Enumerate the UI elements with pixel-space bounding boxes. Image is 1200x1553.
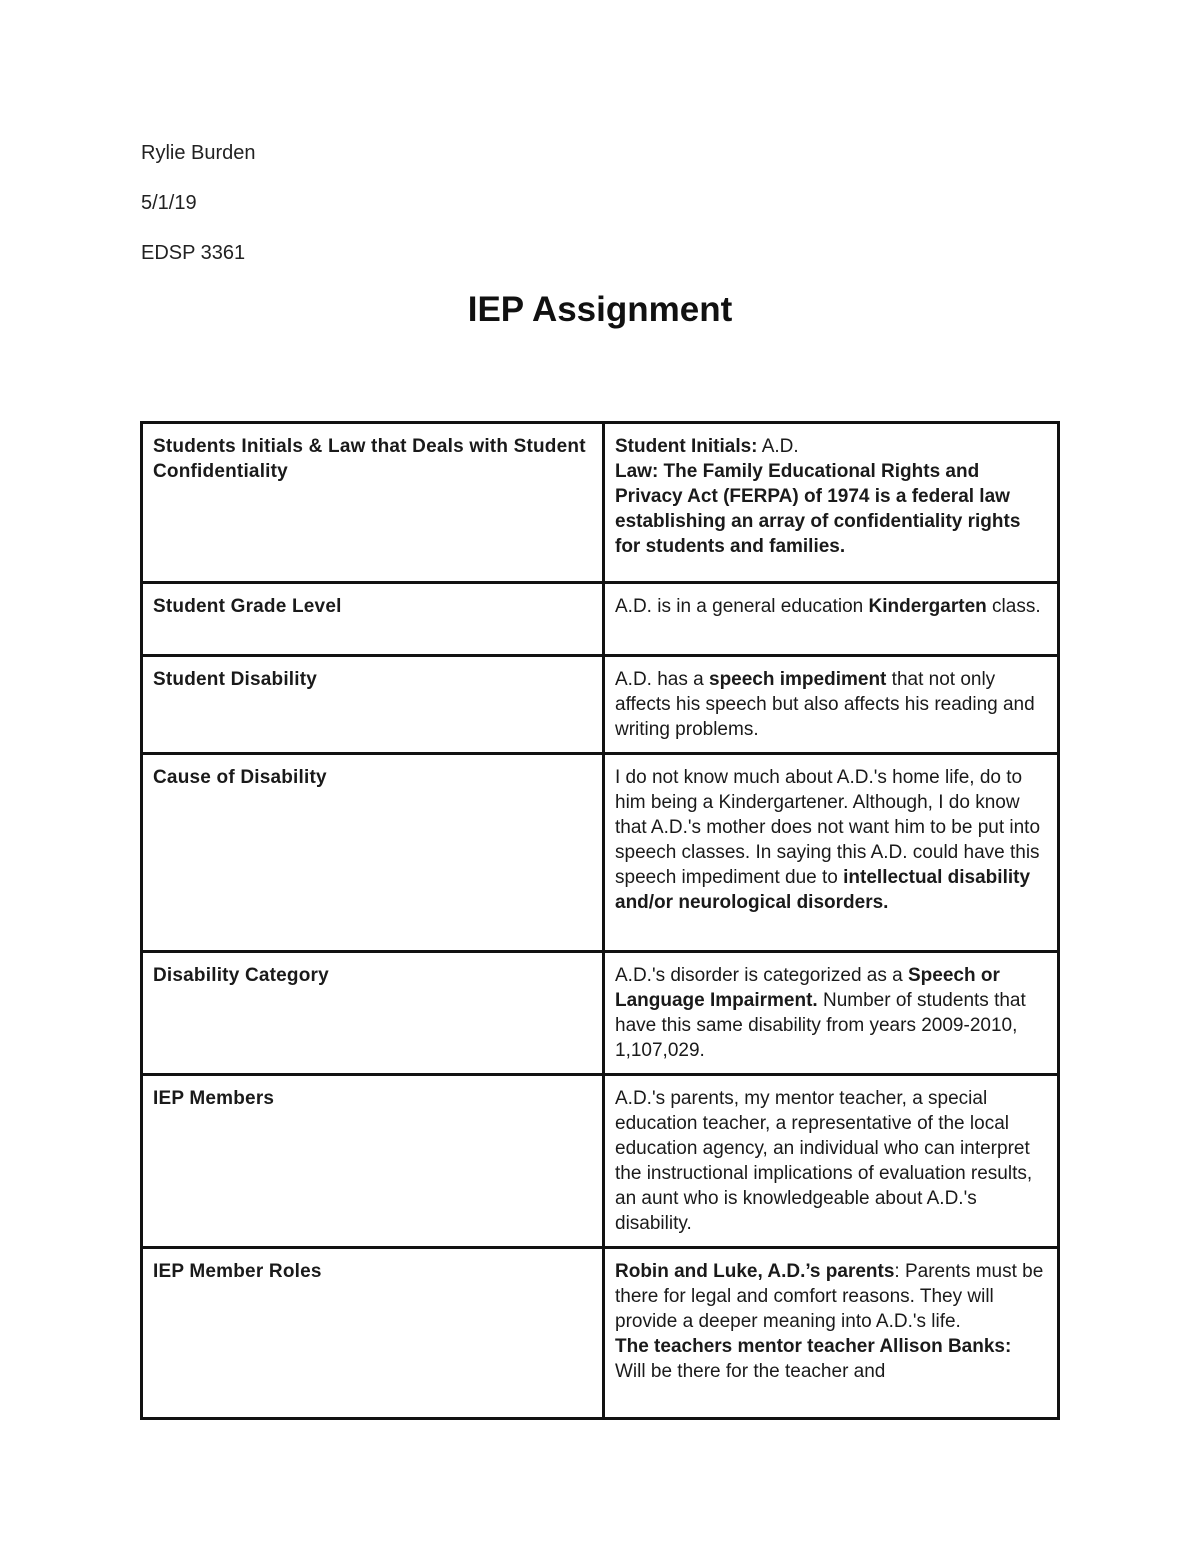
value-text: that not only affects his speech but also affects his reading and writing problems. — [615, 669, 1035, 740]
role-name: Robin and Luke, A.D.’s parents — [615, 1261, 895, 1282]
value-text: A.D. is in a general education — [615, 596, 869, 617]
author-name: Rylie Burden — [141, 142, 256, 164]
row-value: A.D.'s parents, my mentor teacher, a special education teacher, a representative of the local education agency, an individual who can interpret the instructional implications of evaluation results, an aunt who is knowledgeable about A.D.'s disability. — [604, 1075, 1059, 1248]
role-text: : Parents must be there for legal and comfort reasons. They will provide a deeper meaning into A.D.'s life. — [615, 1261, 1044, 1332]
table-row-confidentiality — [142, 423, 1059, 583]
value-text: A.D.'s disorder is categorized as a — [615, 965, 908, 986]
table-row-grade — [142, 583, 1059, 656]
row-label: Student Disability — [142, 656, 604, 754]
initials-value: A.D. — [757, 436, 799, 457]
row-value — [604, 423, 1059, 583]
value-bold: intellectual disability and/or neurological disorders. — [615, 867, 1031, 913]
value-bold: Kindergarten — [868, 596, 987, 617]
role-name: The teachers mentor teacher Allison Banks: — [615, 1336, 1012, 1357]
initials-label: Student Initials: — [615, 436, 758, 457]
row-label: IEP Member Roles — [142, 1248, 604, 1419]
role-text: Will be there for the teacher and — [615, 1361, 886, 1382]
row-label: Students Initials & Law that Deals with Student Confidentiality — [142, 423, 604, 583]
row-value — [604, 656, 1059, 754]
table-row-cause — [142, 754, 1059, 952]
assignment-date: 5/1/19 — [141, 192, 197, 214]
row-label: Disability Category — [142, 952, 604, 1075]
row-value — [604, 583, 1059, 656]
law-text: The Family Educational Rights and Privacy Act (FERPA) of 1974 is a federal law establishing an array of confidentiality rights for students and families. — [615, 461, 1021, 557]
row-value — [604, 952, 1059, 1075]
page-title: IEP Assignment — [467, 290, 733, 329]
table-row-members — [142, 1075, 1059, 1248]
value-bold: speech impediment — [709, 669, 887, 690]
table-row-roles — [142, 1248, 1059, 1419]
course-code: EDSP 3361 — [141, 242, 246, 264]
row-value — [604, 754, 1059, 952]
law-label: Law: — [615, 461, 659, 482]
value-text: class. — [986, 596, 1041, 617]
value-text: Number of students that have this same disability from years 2009-2010, 1,107,029. — [615, 990, 1026, 1061]
iep-table — [140, 421, 1060, 1420]
row-label: Student Grade Level — [142, 583, 604, 656]
row-label: Cause of Disability — [142, 754, 604, 952]
value-text: I do not know much about A.D.'s home life, do to him being a Kindergartener. Although, I do know that A.D.'s mother does not want him to be put into speech classes. In saying this A.D. could have this speech impediment due to — [615, 767, 1041, 888]
row-value — [604, 1248, 1059, 1419]
value-text: A.D. has a — [615, 669, 709, 690]
row-label: IEP Members — [142, 1075, 604, 1248]
table-row-category — [142, 952, 1059, 1075]
value-bold: Speech or Language Impairment. — [615, 965, 1000, 1011]
table-row-disability — [142, 656, 1059, 754]
